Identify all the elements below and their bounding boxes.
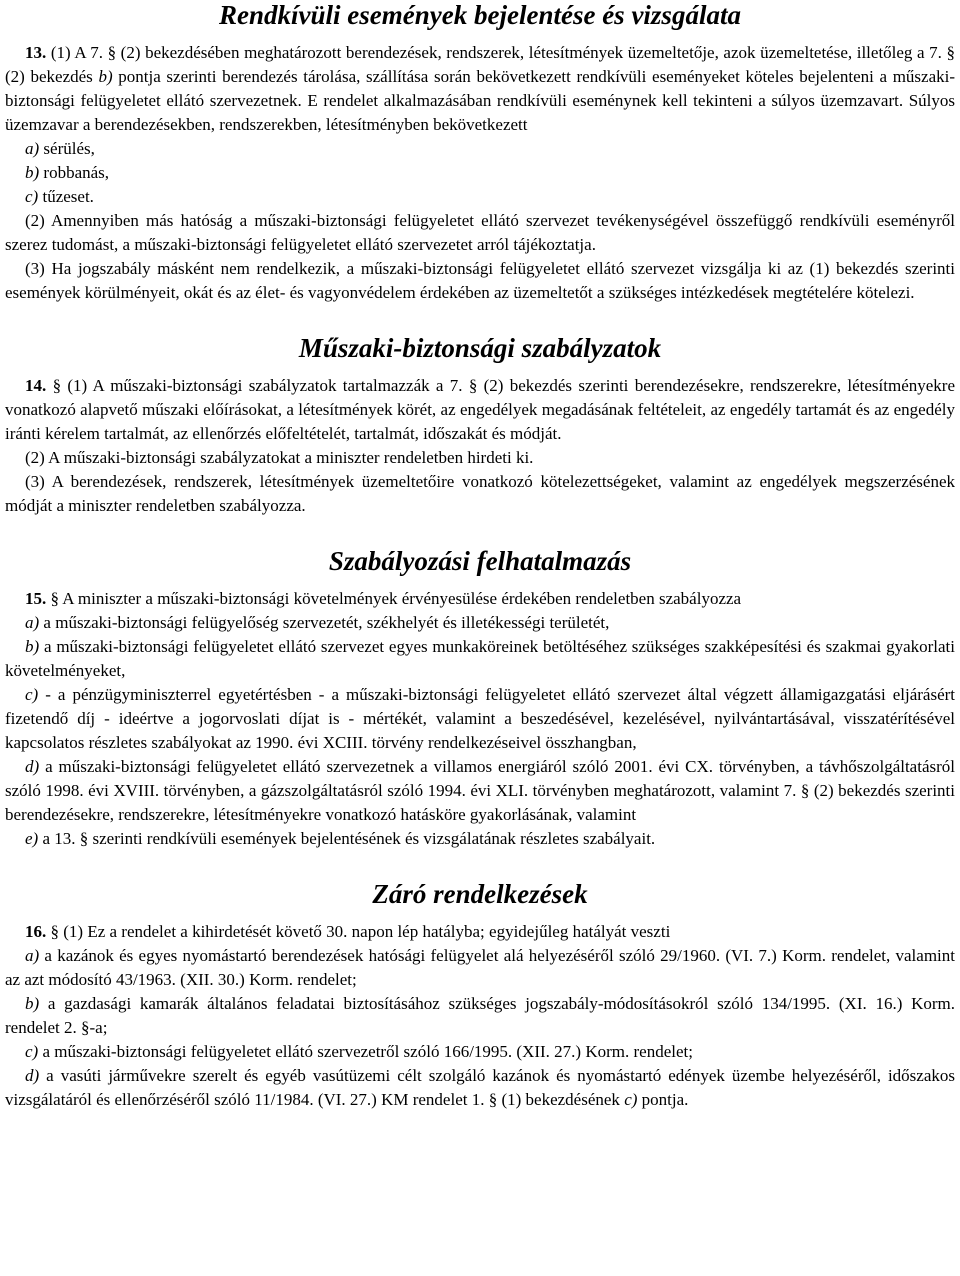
section-14-number: 14.: [25, 376, 53, 395]
section-16-intro: 16. § (1) Ez a rendelet a kihirdetését követő 30. napon lép hatályba; egyidejűleg hatályát veszti: [25, 922, 671, 941]
section-15-intro: 15. § A miniszter a műszaki-biztonsági követelmények érvényesülése érdekében rendeletben szabályozza: [25, 589, 742, 608]
section-16-item-b: b) a gazdasági kamarák általános feladatai biztosításához szükséges jogszabály-módosításokról szóló 134/1995. (XI. 16.) Korm. rendelet 2. §-a;: [5, 994, 955, 1037]
section-16-item-a: a) a kazánok és egyes nyomástartó berendezések hatósági felügyelet alá helyezéséről szóló 29/1960. (VI. 7.) Korm. rendelet, valamint az azt módosító 43/1963. (XII. 30.) Korm. rendelet;: [5, 946, 955, 989]
section-13-number: 13.: [25, 43, 51, 62]
heading-13: Rendkívüli események bejelentése és vizsgálata: [219, 0, 741, 30]
section-16-item-c: c) a műszaki-biztonsági felügyeletet ellátó szervezetről szóló 166/1995. (XII. 27.) Korm. rendelet;: [25, 1042, 693, 1061]
section-14-paragraph-2: (2) A műszaki-biztonsági szabályzatokat a miniszter rendeletben hirdeti ki.: [25, 448, 534, 467]
section-16-item-d: d) a vasúti járművekre szerelt és egyéb vasútüzemi célt szolgáló kazánok és nyomástartó edények üzembe helyezéséről, időszakos vizsgálatáról és ellenőrzéséről szóló 11/1984. (VI. 27.) KM rendelet 1. § (1) bekezdésének c) pontja.: [5, 1066, 955, 1109]
section-16-number: 16.: [25, 922, 51, 941]
section-13-item-c: c) tűzeset.: [25, 187, 94, 206]
section-13-paragraph-3: (3) Ha jogszabály másként nem rendelkezik, a műszaki-biztonsági felügyeletet ellátó szervezet vizsgálja ki az (1) bekezdés szerinti események körülményeit, okát és az élet- és vagyonvédelem érdekében az üzemeltetőt a szükséges intézkedések megtételére kötelezi.: [5, 259, 955, 302]
section-13-paragraph-2: (2) Amennyiben más hatóság a műszaki-biztonsági felügyeletet ellátó szervezet tevékenységével összefüggő rendkívüli eseményről szerez tudomást, a műszaki-biztonsági felügyeletet ellátó szervezetet arról tájékoztatja.: [5, 211, 955, 254]
heading-16: Záró rendelkezések: [372, 879, 588, 909]
section-15-item-c: c) - a pénzügyminiszterrel egyetértésben - a műszaki-biztonsági felügyeletet ellátó szervezet által végzett államigazgatási eljárásért fizetendő díj - ideértve a jogorvoslati díjat is - mértékét, valamint a beszedésével, kezelésével, nyilvántartásával, visszatérítésével kapcsolatos részletes szabályokat az 1990. évi XCIII. törvény rendelkezéseivel összhangban,: [5, 685, 955, 752]
section-13-item-a: a) sérülés,: [25, 139, 95, 158]
section-15-number: 15.: [25, 589, 51, 608]
section-13-item-b: b) robbanás,: [25, 163, 110, 182]
section-15-item-b: b) a műszaki-biztonsági felügyeletet ellátó szervezet egyes munkaköreinek betöltéséhez szükséges szakképesítési és szakmai gyakorlati követelményeket,: [5, 637, 955, 680]
heading-14: Műszaki-biztonsági szabályzatok: [298, 333, 662, 363]
section-14-paragraph-1: 14. § (1) A műszaki-biztonsági szabályzatok tartalmazzák a 7. § (2) bekezdés szerinti berendezésekre, rendszerekre, létesítményekre vonatkozó alapvető műszaki előírásokat, a létesítmények körét, az engedélyek megadásának feltételeit, az engedély tartamát és az engedély iránti kérelem tartalmát, az ellenőrzés előfeltételét, tartalmát, időszakát és módját.: [5, 376, 956, 443]
section-13-paragraph-1: 13. (1) A 7. § (2) bekezdésében meghatározott berendezések, rendszerek, létesítmények üzemeltetője, azok üzemeltetése, illetőleg a 7. § (2) bekezdés b) pontja szerinti berendezés tárolása, szállítása során bekövetkezett rendkívüli eseményeket köteles bejelenteni a műszaki-biztonsági felügyeletet ellátó szervezetnek. E rendelet alkalmazásában rendkívüli eseménynek kell tekinteni a súlyos üzemzavart. Súlyos üzemzavar a berendezésekben, rendszerekben, létesítményben bekövetkezett: [5, 43, 956, 134]
heading-15: Szabályozási felhatalmazás: [328, 546, 632, 576]
section-14-paragraph-3: (3) A berendezések, rendszerek, létesítmények üzemeltetőire vonatkozó kötelezettségeket, valamint az engedélyek megszerzésének módját a miniszter rendeletben szabályozza.: [5, 472, 955, 515]
section-15-item-a: a) a műszaki-biztonsági felügyelőség szervezetét, székhelyét és illetékességi területét,: [25, 613, 610, 632]
section-15-item-e: e) a 13. § szerinti rendkívüli események bejelentésének és vizsgálatának részletes szabályait.: [25, 829, 656, 848]
section-15-item-d: d) a műszaki-biztonsági felügyeletet ellátó szervezetnek a villamos energiáról szóló 2001. évi CX. törvényben, a távhőszolgáltatásról szóló 1998. évi XVIII. törvényben, a gázszolgáltatásról szóló 1994. évi XLI. törvényben meghatározott, valamint 7. § (2) bekezdés szerinti berendezésekre, rendszerekre, létesítményekre vonatkozó hatásköre gyakorlásának, valamint: [5, 757, 955, 824]
